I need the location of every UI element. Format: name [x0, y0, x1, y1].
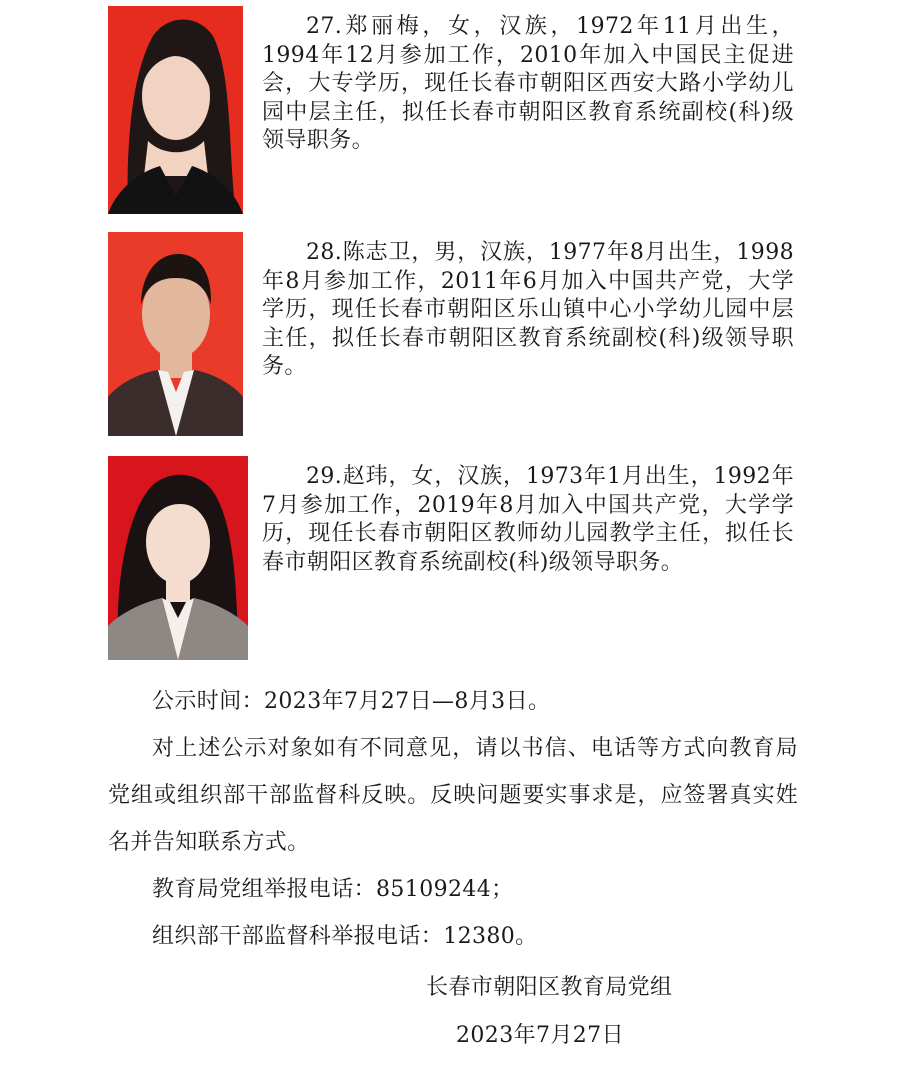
notice-feedback: 对上述公示对象如有不同意见，请以书信、电话等方式向教育局党组或组织部干部监督科反映。反映问题要实事求是，应签署真实姓名并告知联系方式。	[108, 736, 798, 855]
public-notice	[108, 678, 798, 960]
candidate-entry-29	[262, 463, 794, 577]
portrait-photo-28	[108, 232, 243, 436]
candidate-entry-28	[262, 239, 794, 382]
candidate-bio: 29.赵玮，女，汉族，1973年1月出生，1992年7月参加工作，2019年8月加入中国共产党，大学学历，现任长春市朝阳区教师幼儿园教学主任，拟任长春市朝阳区教育系统副校(科)级领导职务。	[262, 464, 794, 575]
hotline-org: 组织部干部监督科举报电话：12380。	[152, 924, 538, 949]
issue-date: 2023年7月27日	[456, 1023, 624, 1048]
hotline-bureau: 教育局党组举报电话：85109244；	[152, 877, 514, 902]
issuer-name: 长春市朝阳区教育局党组	[426, 975, 673, 1000]
notice-period: 公示时间：2023年7月27日—8月3日。	[152, 689, 551, 714]
candidate-entry-27	[262, 13, 794, 156]
portrait-photo-29	[108, 456, 248, 660]
portrait-photo-27	[108, 6, 243, 214]
candidate-bio: 28.陈志卫，男，汉族，1977年8月出生，1998年8月参加工作，2011年6月加入中国共产党，大学学历，现任长春市朝阳区乐山镇中心小学幼儿园中层主任，拟任长春市朝阳区教育系统副校(科)级领导职务。	[262, 240, 794, 379]
candidate-bio: 27.郑丽梅，女，汉族，1972年11月出生，1994年12月参加工作，2010年加入中国民主促进会，大专学历，现任长春市朝阳区西安大路小学幼儿园中层主任，拟任长春市朝阳区教育系统副校(科)级领导职务。	[262, 14, 794, 153]
